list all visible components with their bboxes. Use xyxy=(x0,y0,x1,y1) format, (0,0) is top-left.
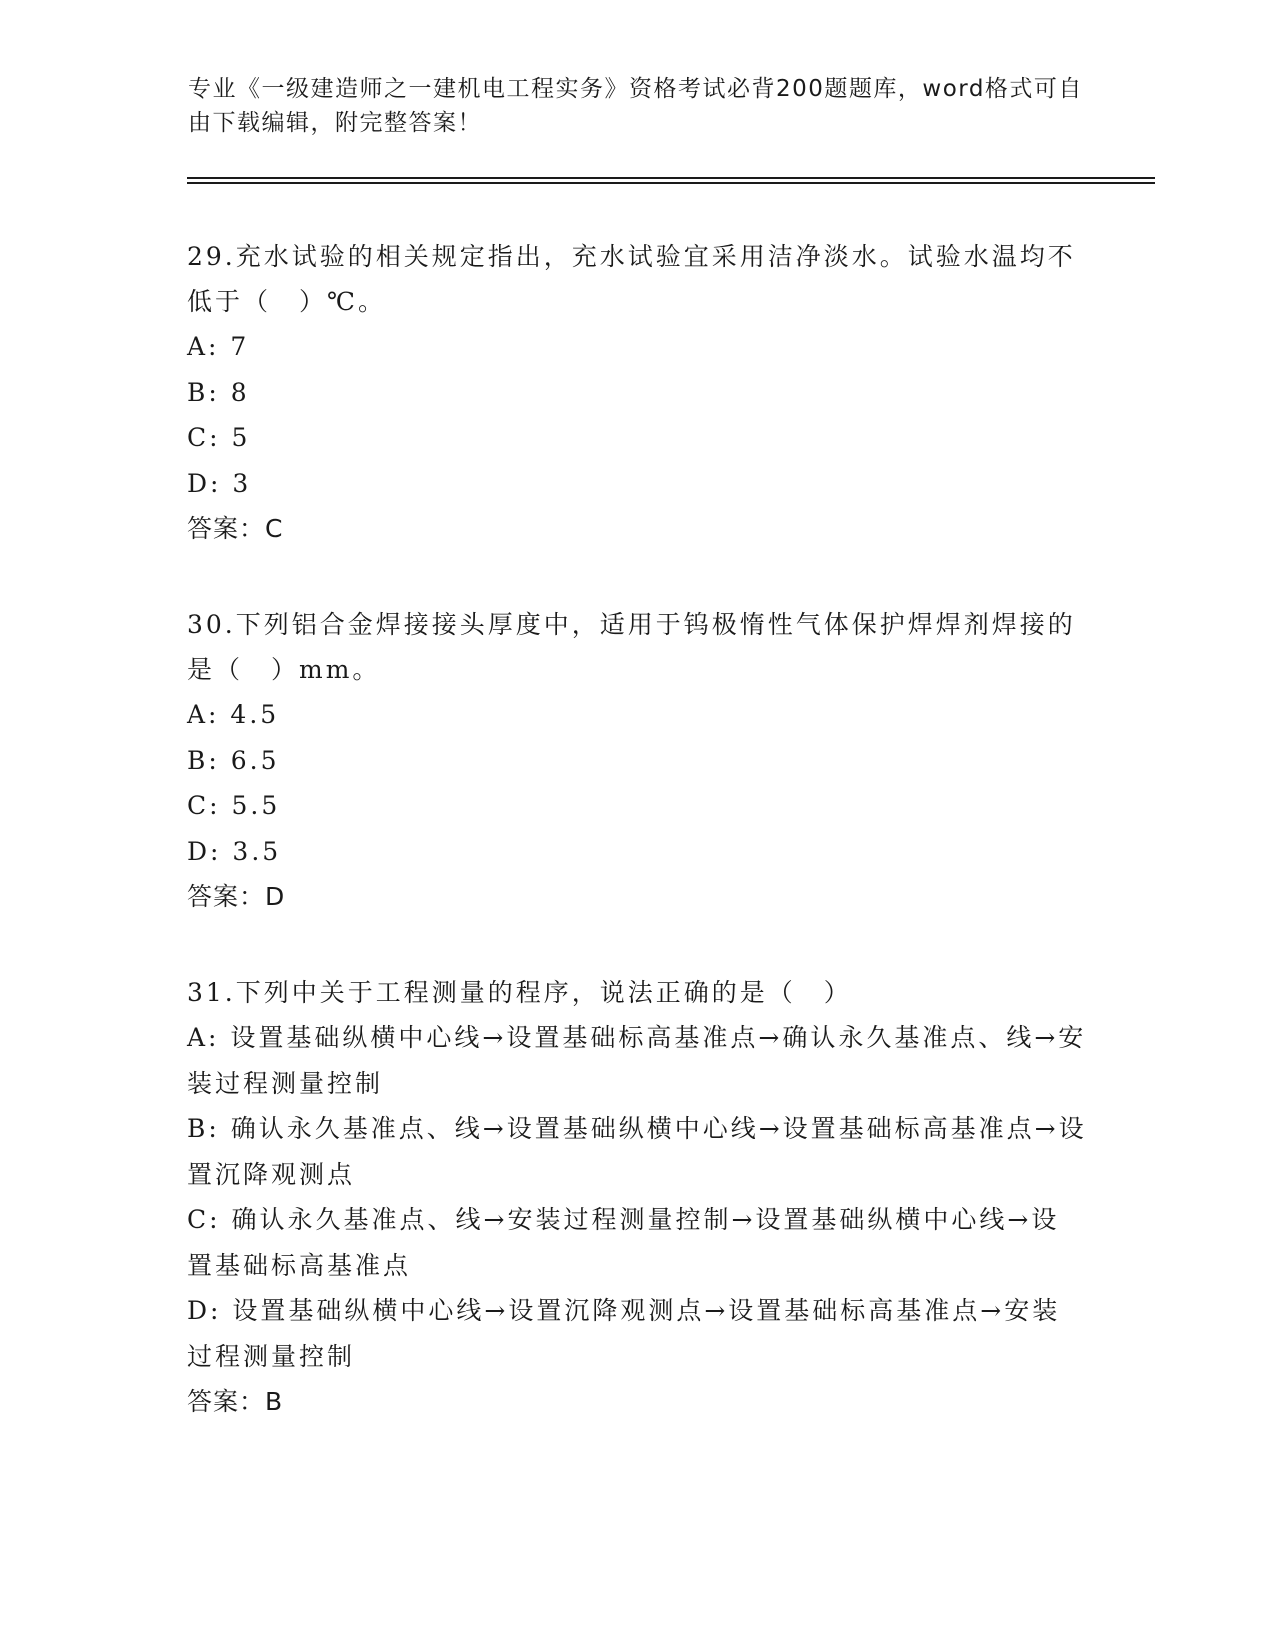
question-stem: 30.下列铝合金焊接接头厚度中，适用于钨极惰性气体保护焊焊剂焊接的是（ ）mm。 xyxy=(187,610,1076,684)
option-a: A: 4.5 xyxy=(187,700,280,729)
option-d: D: 3.5 xyxy=(187,836,282,866)
header-divider-top xyxy=(187,177,1155,179)
answer-line: 答案：C xyxy=(187,514,284,543)
answer-line: 答案：D xyxy=(187,882,286,911)
question-30 xyxy=(187,602,1087,920)
question-stem: 31.下列中关于工程测量的程序，说法正确的是（ ） xyxy=(187,978,852,1007)
question-31 xyxy=(187,970,1087,1425)
option-a: A: 7 xyxy=(187,332,250,361)
header-divider-bottom xyxy=(187,182,1155,184)
document-header: 专业《一级建造师之一建机电工程实务》资格考试必背200题题库，word格式可自由下载编辑，附完整答案！ xyxy=(188,76,1083,136)
question-list xyxy=(187,234,1087,1475)
question-stem: 29.充水试验的相关规定指出，充水试验宜采用洁净淡水。试验水温均不低于（ ）℃。 xyxy=(187,242,1076,316)
option-d: D: 3 xyxy=(187,468,252,498)
option-c: C: 确认永久基准点、线→安装过程测量控制→设置基础纵横中心线→设置基础标高基准点 xyxy=(187,1205,1060,1280)
option-a: A: 设置基础纵横中心线→设置基础标高基准点→确认永久基准点、线→安装过程测量控制 xyxy=(187,1023,1087,1098)
question-29 xyxy=(187,234,1087,552)
option-b: B: 8 xyxy=(187,377,250,407)
option-b: B: 6.5 xyxy=(187,745,280,775)
answer-line: 答案：B xyxy=(187,1387,284,1416)
option-b: B: 确认永久基准点、线→设置基础纵横中心线→设置基础标高基准点→设置沉降观测点 xyxy=(187,1114,1087,1189)
option-c: C: 5 xyxy=(187,423,251,452)
option-d: D: 设置基础纵横中心线→设置沉降观测点→设置基础标高基准点→安装过程测量控制 xyxy=(187,1296,1061,1371)
option-c: C: 5.5 xyxy=(187,791,281,820)
